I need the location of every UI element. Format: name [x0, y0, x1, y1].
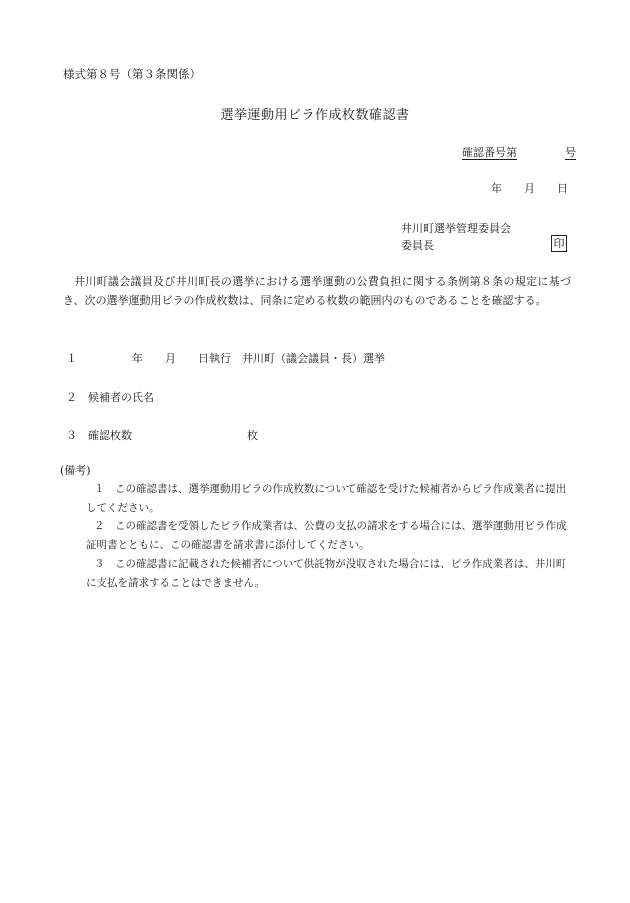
- form-number: 様式第８号（第３条関係）: [63, 67, 201, 81]
- item-number: ２: [66, 391, 77, 404]
- note-item: [76, 480, 572, 517]
- confirmation-number: [462, 144, 576, 160]
- item-election-date: [66, 350, 385, 366]
- item-year: 年: [132, 352, 143, 365]
- date-day: 日: [557, 182, 568, 195]
- note-text: この確認書は、選挙運動用ビラの作成枚数について確認を受けた候補者からビラ作成業者に提出してください。: [86, 483, 567, 514]
- item-confirmed-count: [66, 427, 258, 443]
- item-candidate-name: [66, 389, 154, 405]
- note-number: ２: [94, 520, 105, 532]
- confirmation-number-prefix: 確認番号第: [462, 146, 517, 159]
- issue-date: [491, 180, 568, 196]
- notes-heading: (備考): [60, 464, 91, 477]
- note-item: [76, 555, 572, 592]
- item-day-text: 日執行 井川町（議会議員・長）選挙: [198, 352, 385, 365]
- item-number: ３: [66, 429, 77, 442]
- confirmation-number-suffix: 号: [565, 146, 576, 159]
- note-number: ３: [94, 558, 105, 570]
- note-number: １: [94, 483, 105, 495]
- note-text: この確認書を受領したビラ作成業者は、公費の支払の請求をする場合には、選挙運動用ビラ作成証明書とともに、この確認書を請求書に添付してください。: [86, 520, 567, 551]
- item-label: 確認枚数: [88, 429, 132, 442]
- seal-mark: 印: [551, 235, 567, 252]
- item-month: 月: [165, 352, 176, 365]
- item-unit: 枚: [247, 429, 258, 442]
- item-number: １: [66, 352, 77, 365]
- date-month: 月: [524, 182, 535, 195]
- item-label: 候補者の氏名: [88, 391, 154, 404]
- body-paragraph: 井川町議会議員及び井川町長の選挙における選挙運動の公費負担に関する条例第８条の規定に基づき、次の選挙運動用ビラの作成枚数は、同条に定める枚数の範囲内のものであることを確認する。: [63, 275, 571, 307]
- issuer-organization: 井川町選挙管理委員会: [401, 222, 511, 235]
- document-title: 選挙運動用ビラ作成枚数確認書: [220, 108, 410, 123]
- note-text: この確認書に記載された候補者について供託物が没収された場合には、ビラ作成業者は、井川町に支払を請求することはできません。: [86, 558, 567, 589]
- issuer-title: 委員長: [401, 239, 434, 252]
- note-item: [76, 517, 572, 554]
- date-year: 年: [491, 182, 502, 195]
